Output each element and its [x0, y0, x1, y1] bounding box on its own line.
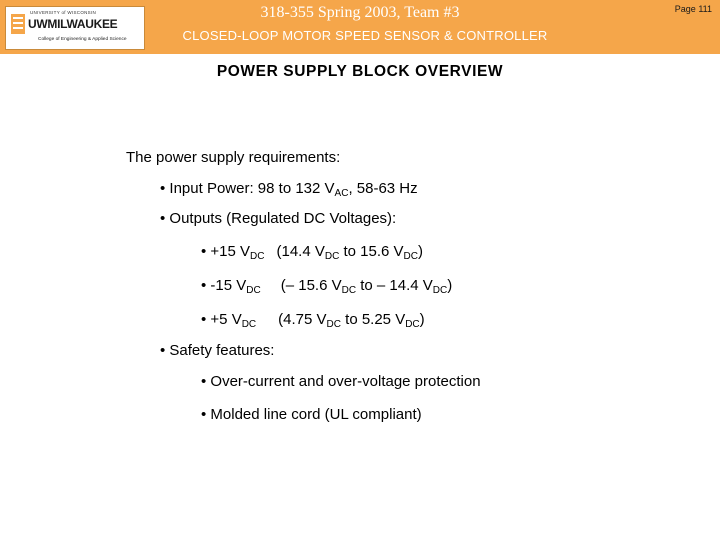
project-title: CLOSED-LOOP MOTOR SPEED SENSOR & CONTROLLER — [182, 28, 548, 43]
logo-top-line: UNIVERSITY of WISCONSIN — [30, 10, 97, 15]
slide-title: POWER SUPPLY BLOCK OVERVIEW — [216, 63, 504, 80]
logo-college: College of Engineering & Applied Science — [38, 37, 127, 42]
page-number: Page 111 — [674, 4, 712, 14]
university-logo — [5, 6, 145, 50]
output-item: • +15 $V_{DC}$ (14.4 $V_{DC}$ to 15.6 $V_{DC}$) — [201, 243, 423, 262]
output-item: • +5 $V_{DC}$ (4.75 $V_{DC}$ to 5.25 $V_{DC}$) — [201, 311, 425, 330]
safety-item: • Over-current and over-voltage protection — [201, 373, 481, 390]
intro-text: The power supply requirements: — [126, 149, 341, 166]
course-title: 318-355 Spring 2003, Team #3 — [260, 4, 460, 21]
logo-name: UWMILWAUKEE — [28, 17, 118, 31]
logo-mark-icon — [10, 13, 26, 35]
safety-heading: • Safety features: — [160, 342, 275, 359]
safety-item: • Molded line cord (UL compliant) — [201, 406, 422, 423]
input-power-item: • Input Power: 98 to 132 $V_{AC}$, 58-63 Hz — [160, 180, 418, 199]
output-item: • -15 $V_{DC}$ (– 15.6 $V_{DC}$ to – 14.4 $V_{DC}$) — [201, 277, 453, 296]
outputs-heading: • Outputs (Regulated DC Voltages): — [160, 210, 397, 227]
